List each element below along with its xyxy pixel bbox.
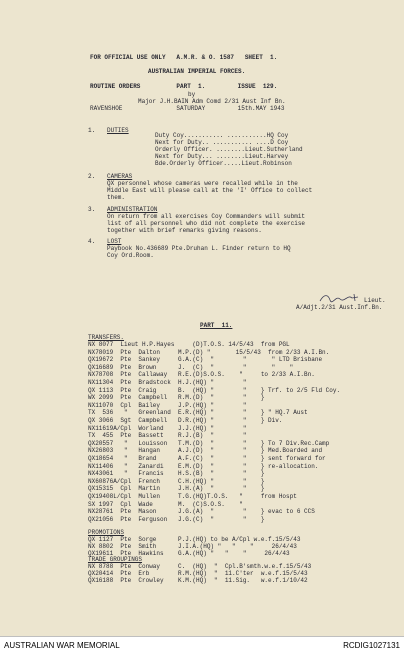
transfer-row: NX11070 Cpl Bailey J.P.(HQ) " ": [88, 401, 247, 409]
promotion-row: NX 8802 Pte Smith J.I.A.(HQ) " " " 26/4/43: [88, 542, 297, 550]
transfer-row: TX 455 Pte Bassett R.J.(B) " ": [88, 432, 247, 440]
section-2-title: CAMERAS: [107, 173, 133, 180]
section-4-text: Coy Ord.Room.: [107, 252, 154, 259]
transfer-row: TX 536 " Greenland E.R.(HQ) " " } " HQ.7 Aust: [88, 409, 308, 417]
transfer-row: NX28761 Pte Mason J.G.(A) " " } evac to 6 CCS: [88, 508, 315, 516]
duty-line: Bde.Orderly Officer.....Lieut.Robinson: [155, 160, 292, 167]
transfer-row: QX16689 Pte Brown J. (C) " " " ": [88, 363, 294, 371]
section-2-number: 2.: [88, 173, 96, 180]
section-2-text: them.: [107, 194, 126, 201]
header-line-routine-orders: ROUTINE ORDERS PART 1. ISSUE 129.: [90, 83, 278, 90]
trade-groupings-heading: TRADE GROUPINGS: [88, 556, 143, 563]
archive-footer: [0, 636, 404, 655]
duty-line: Duty Coy........... ...........HQ Coy: [155, 132, 289, 139]
transfers-heading: TRANSFERS.: [88, 334, 125, 341]
section-2-text: Middle East will please call at the 'I' Office to collect: [107, 187, 313, 194]
section-3-text: list of all personnel who did not complete the exercise: [107, 220, 306, 227]
transfer-row: NX78708 Pte Callaway R.E.(D)S.O.S. " to 2/33 A.I.Bn.: [88, 371, 315, 379]
transfer-row: NX 8077 Lieut H.P.Hayes (D)T.O.S. 14/5/43 from PGL: [88, 341, 290, 348]
transfer-row: NX11619A/Cpl Worland J.J.(HQ) " ": [88, 424, 247, 432]
section-4-text: Paybook No.436689 Pte.Druhan L. Finder return to HQ: [107, 245, 291, 252]
transfer-row: NX11304 Pte Bradstock H.J.(HQ) " ": [88, 379, 247, 386]
transfer-row: QX19408L/Cpl Mullen T.G.(HQ)T.O.S. " from Hospt: [88, 493, 297, 500]
duty-line: Next for Duty.. ........... ....D Coy: [155, 139, 289, 146]
transfer-row: WX 2099 Pte Campbell R.M.(D) " " }: [88, 394, 265, 402]
promotions-heading: PROMOTIONS: [88, 529, 125, 536]
header-line-official: FOR OFFICIAL USE ONLY A.M.R. & O. 1587 SHEET 1.: [90, 54, 278, 61]
trade-grouping-row: QX20414 Pte Erb R.M.(HQ) " 11.C'ter w.e.f.15/5/43: [88, 569, 308, 577]
transfer-row: QX15315 Cpl Martin J.H.(A) " " }: [88, 485, 265, 493]
signature-rank: Lieut.: [364, 297, 386, 304]
section-3-title: ADMINISTRATION: [107, 206, 158, 213]
transfer-row: QX 1113 Pte Craig B. (HQ) " " } Trf. to 2/5 Fld Coy.: [88, 386, 341, 394]
section-1-title: DUTIES: [107, 127, 129, 134]
section-3-text: On return from all exercises Coy Commanders will submit: [107, 213, 306, 220]
transfer-row: NX11406 " Zanardi E.M.(D) " " } re-allocation.: [88, 462, 319, 470]
transfer-row: SX 1997 Cpl Wade M. (C)S.O.S. ": [88, 500, 243, 508]
duty-line: Orderly Officer. ........Lieut.Sutherland: [155, 146, 303, 153]
header-line-commander: Major J.H.BAIN Adm Comd 2/31 Aust Inf Bn.: [138, 98, 286, 105]
section-3-number: 3.: [88, 206, 96, 213]
transfer-row: QX20557 " Louisson T.M.(D) " " } To 7 Div.Rec.Camp: [88, 439, 330, 447]
handwritten-signature: [318, 292, 368, 304]
transfer-row: QX 3066 Sgt Campbell D.R.(HQ) " " } Div.: [88, 417, 283, 424]
part-2-title: PART 11.: [200, 322, 233, 329]
transfer-row: NX26803 " Hangan A.J.(D) " " } Med.Boarded and: [88, 447, 323, 455]
transfer-row: QX21056 Pte Ferguson J.G.(C) " " }: [88, 515, 265, 523]
signature-title: A/Adjt.2/31 Aust.Inf.Bn.: [296, 304, 383, 311]
header-line-date: RAVENSHOE SATURDAY 15th.MAY 1943: [90, 105, 285, 112]
footer-source: AUSTRALIAN WAR MEMORIAL: [4, 641, 120, 650]
header-line-title: AUSTRALIAN IMPERIAL FORCES.: [148, 68, 246, 75]
section-3-text: together with brief remarks giving reasons.: [107, 227, 262, 234]
trade-grouping-row: QX16188 Pte Crowley K.M.(HQ) " 11.Sig. w.e.f.1/10/42: [88, 576, 308, 584]
transfer-row: QX18654 " Brand A.F.(C) " " } sent forward for: [88, 455, 326, 462]
promotion-row: QX 1127 Pte Sorge P.J.(HQ) to be A/Cpl w.e.f.15/5/43: [88, 536, 301, 543]
transfer-row: QX19672 Pte Sankey G.A.(C) " " " LTD Brisbane: [88, 356, 323, 364]
section-4-number: 4.: [88, 238, 96, 245]
footer-id: RCDIG1027131: [343, 641, 400, 650]
trade-grouping-row: NX 8788 Pte Conway C. (HQ) " Cpl.B'smth.w.e.f.15/5/43: [88, 563, 312, 570]
duty-line: Next for Duty... ........Lieut.Harvey: [155, 153, 289, 160]
transfer-row: NX78019 Pte Dalton M.P.(D) " 15/5/43 from 2/33 A.I.Bn.: [88, 348, 330, 356]
section-1-number: 1.: [88, 127, 96, 134]
transfer-row: NX43061 " Francis H.S.(B) " " }: [88, 470, 265, 478]
transfer-row: NX60876A/Cpl French C.H.(HQ) " " }: [88, 477, 265, 485]
section-2-text: QX personnel whose cameras were recalled while in the: [107, 180, 298, 187]
header-line-by: by: [188, 91, 196, 98]
promotion-row: QX19611 Pte Hawkins G.A.(HQ) " " " 26/4/43: [88, 549, 290, 557]
section-4-title: LOST: [107, 238, 122, 245]
